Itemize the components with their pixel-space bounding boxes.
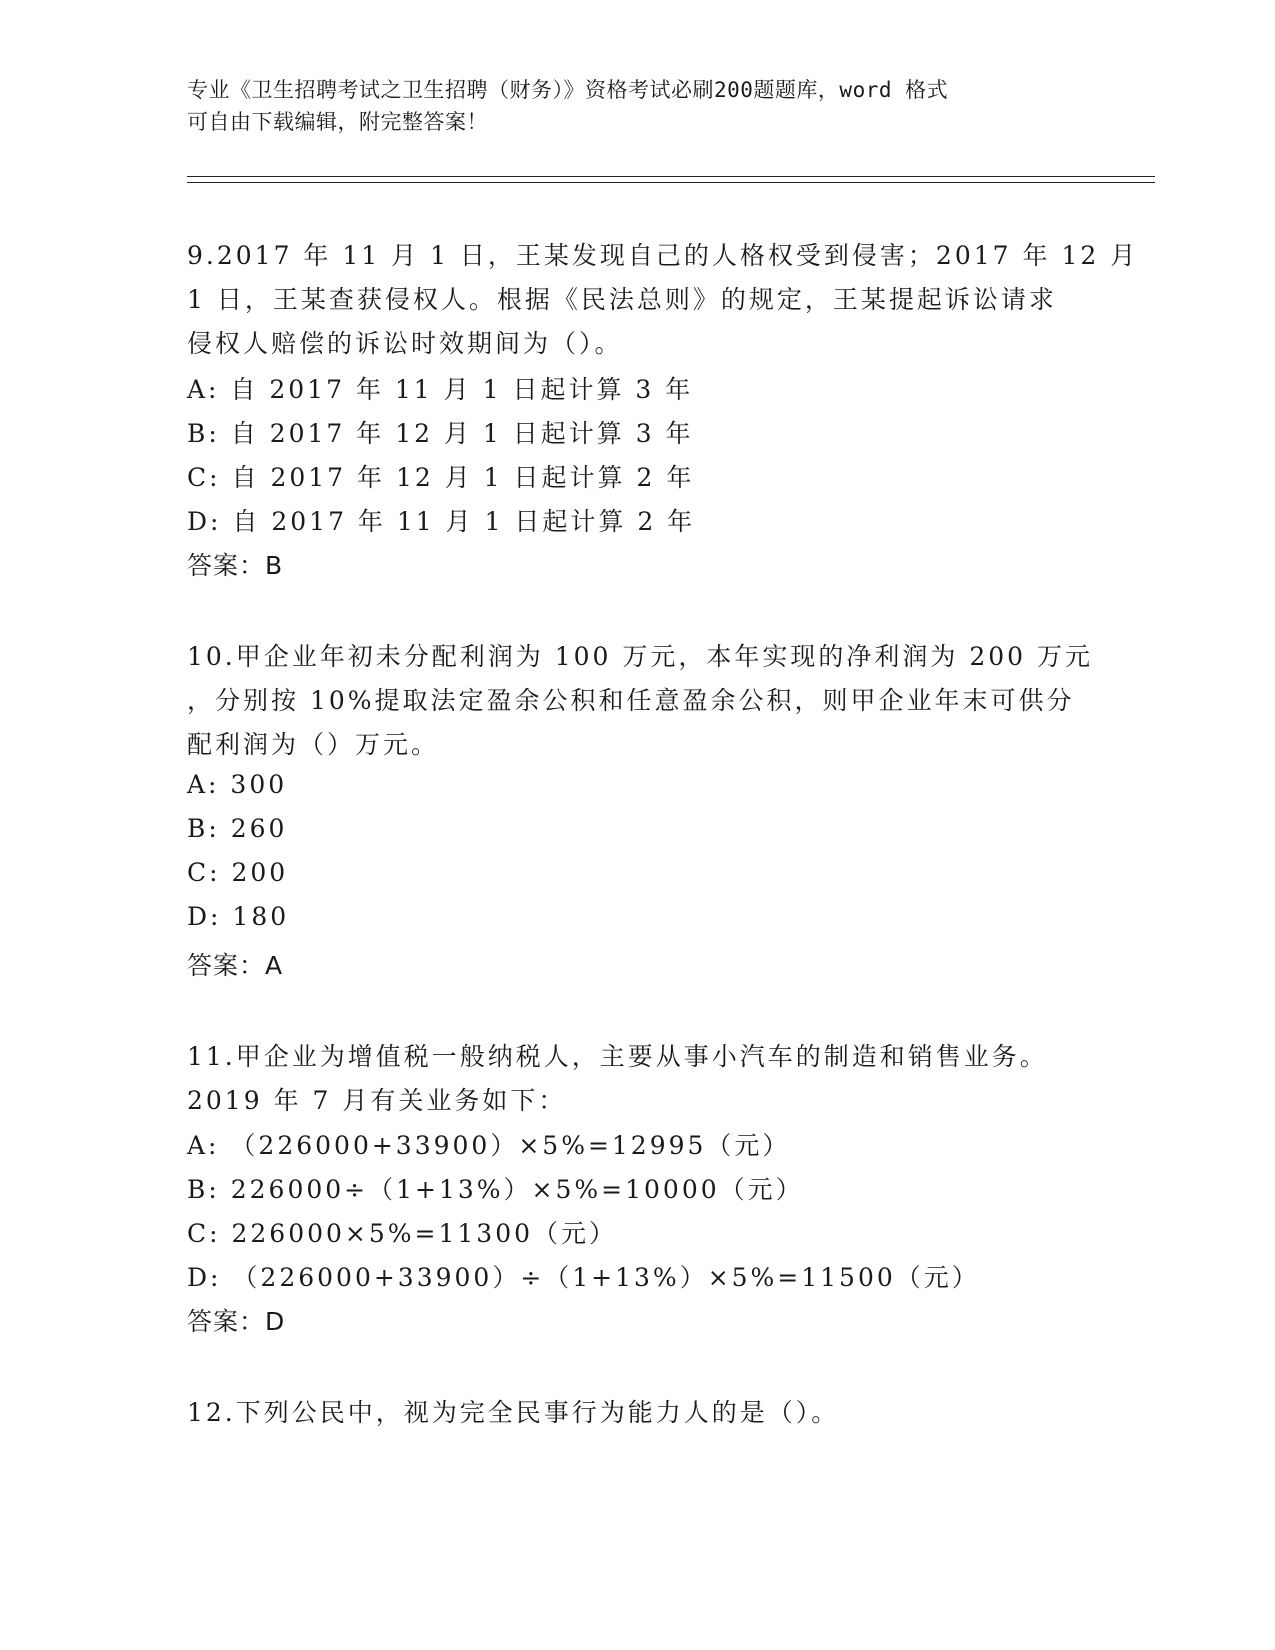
question-11-option-b: B: 226000÷（1+13%）×5%=10000（元） [187, 1175, 804, 1204]
question-11-answer: 答案：D [187, 1307, 286, 1336]
header-divider-top [187, 176, 1155, 177]
question-9-option-b: B: 自 2017 年 12 月 1 日起计算 3 年 [187, 419, 694, 448]
question-10-option-d: D: 180 [187, 902, 290, 931]
question-11-option-c: C: 226000×5%=11300（元） [187, 1219, 618, 1248]
question-11-option-d: D: （226000+33900）÷（1+13%）×5%=11500（元） [187, 1263, 980, 1292]
question-11-stem-line-2: 2019 年 7 月有关业务如下： [187, 1086, 567, 1115]
question-10-answer: 答案：A [187, 951, 284, 980]
question-9-option-c: C: 自 2017 年 12 月 1 日起计算 2 年 [187, 463, 695, 492]
header-divider-bottom [187, 182, 1155, 183]
question-11-stem-line-1: 11.甲企业为增值税一般纳税人，主要从事小汽车的制造和销售业务。 [187, 1042, 1048, 1071]
question-9-option-a: A: 自 2017 年 11 月 1 日起计算 3 年 [187, 375, 694, 404]
question-10-option-b: B: 260 [187, 814, 288, 843]
question-10-stem-line-1: 10.甲企业年初未分配利润为 100 万元，本年实现的净利润为 200 万元 [187, 642, 1093, 671]
question-9-answer: 答案：B [187, 551, 284, 580]
question-10-stem-line-2: ，分别按 10%提取法定盈余公积和任意盈余公积，则甲企业年末可供分 [187, 686, 1075, 715]
question-10-stem-line-3: 配利润为（）万元。 [187, 730, 440, 759]
header-line-1: 专业《卫生招聘考试之卫生招聘（财务）》资格考试必刷200题题库，word 格式 [187, 78, 949, 102]
document-header [187, 74, 1067, 138]
header-line-2: 可自由下载编辑，附完整答案！ [187, 110, 488, 134]
question-9-stem-line-2: 1 日，王某查获侵权人。根据《民法总则》的规定，王某提起诉讼请求 [187, 285, 1057, 314]
question-12-stem-line-1: 12.下列公民中，视为完全民事行为能力人的是（）。 [187, 1398, 840, 1427]
question-10-option-a: A: 300 [187, 770, 288, 799]
question-9-option-d: D: 自 2017 年 11 月 1 日起计算 2 年 [187, 507, 696, 536]
question-11-option-a: A: （226000+33900）×5%=12995（元） [187, 1131, 791, 1160]
question-9-stem-line-3: 侵权人赔偿的诉讼时效期间为（）。 [187, 329, 623, 358]
question-10-option-c: C: 200 [187, 858, 289, 887]
question-9-stem-line-1: 9.2017 年 11 月 1 日，王某发现自己的人格权受到侵害；2017 年 12 月 [187, 241, 1139, 270]
